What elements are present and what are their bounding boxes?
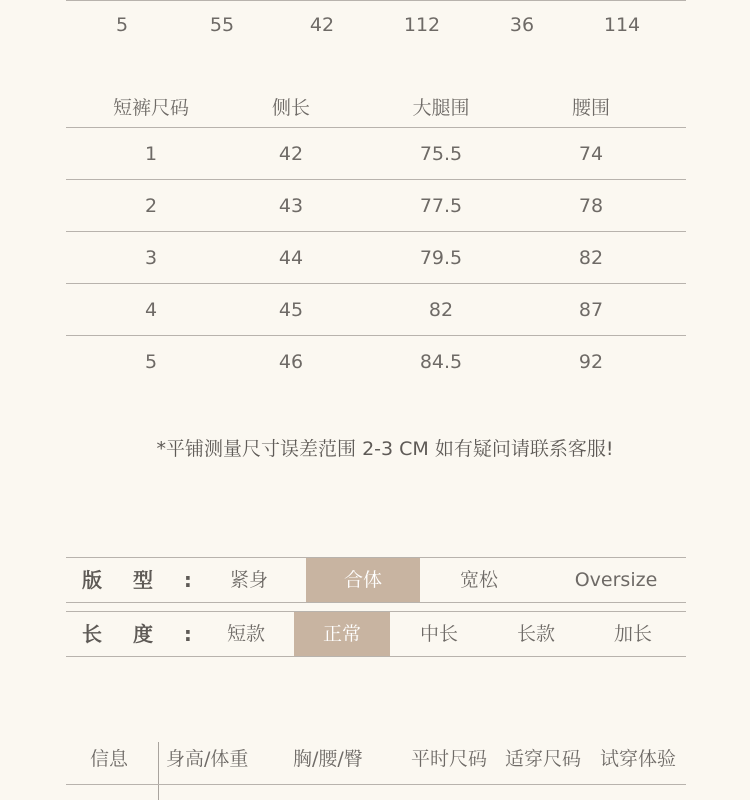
table-cell: 74: [578, 142, 604, 165]
table-row: [66, 336, 686, 387]
fit-option-regular[interactable]: 合体: [306, 558, 420, 603]
column-header: 信息: [90, 748, 129, 770]
length-label: 长 度 :: [82, 622, 204, 646]
table-header-row: [66, 88, 686, 124]
fit-option-loose[interactable]: 宽松: [459, 569, 498, 591]
table-cell: 44: [278, 246, 304, 269]
column-header: 适穿尺码: [505, 748, 582, 770]
table-cell: 78: [578, 194, 604, 217]
table-row: [66, 232, 686, 283]
size-value: 112: [403, 14, 441, 36]
top-divider: [66, 0, 686, 1]
size-value: 55: [209, 14, 235, 36]
table-cell: 1: [144, 142, 158, 165]
length-option-long[interactable]: 长款: [516, 623, 555, 645]
size-value: 114: [603, 14, 641, 36]
column-header: 身高/体重: [166, 748, 249, 770]
size-value: 42: [309, 14, 335, 36]
length-bottom-line: [66, 656, 686, 657]
table-row: [66, 284, 686, 335]
table-cell: 3: [144, 246, 158, 269]
fit-bottom-line: [66, 602, 686, 603]
table-cell: 77.5: [419, 194, 463, 217]
size-value: 5: [115, 14, 129, 36]
table-cell: 84.5: [419, 350, 463, 373]
column-header: 侧长: [271, 96, 310, 119]
info-header-divider: [66, 784, 686, 785]
table-cell: 46: [278, 350, 304, 373]
fit-label: 版 型 :: [82, 568, 204, 592]
table-cell: 92: [578, 350, 604, 373]
length-selector: [66, 612, 686, 657]
fit-option-oversize[interactable]: Oversize: [574, 569, 658, 591]
fit-option-tight[interactable]: 紧身: [229, 569, 268, 591]
table-cell: 2: [144, 194, 158, 217]
table-cell: 5: [144, 350, 158, 373]
table-cell: 87: [578, 298, 604, 321]
table-cell: 45: [278, 298, 304, 321]
table-cell: 43: [278, 194, 304, 217]
table-row: [66, 180, 686, 231]
column-divider: [158, 742, 159, 800]
table-cell: 4: [144, 298, 158, 321]
column-header: 平时尺码: [411, 748, 488, 770]
measurement-note: *平铺测量尺寸误差范围 2-3 CM 如有疑问请联系客服!: [156, 438, 614, 460]
length-option-medium[interactable]: 中长: [419, 623, 458, 645]
table-cell: 82: [578, 246, 604, 269]
length-option-short[interactable]: 短款: [226, 623, 265, 645]
table-row: [66, 128, 686, 179]
table-cell: 75.5: [419, 142, 463, 165]
table-cell: 82: [428, 298, 454, 321]
fit-selector: [66, 558, 686, 603]
length-option-extra-long[interactable]: 加长: [613, 623, 652, 645]
length-option-normal[interactable]: 正常: [294, 612, 390, 657]
column-header: 腰围: [571, 96, 610, 119]
shorts-size-table: [66, 88, 686, 387]
size-value: 36: [509, 14, 535, 36]
column-header: 大腿围: [412, 96, 470, 119]
table-cell: 79.5: [419, 246, 463, 269]
table-cell: 42: [278, 142, 304, 165]
column-header: 试穿体验: [600, 748, 677, 770]
column-header: 胸/腰/臀: [293, 748, 363, 770]
column-header: 短裤尺码: [112, 96, 189, 119]
size-chart-last-row: [72, 14, 672, 36]
